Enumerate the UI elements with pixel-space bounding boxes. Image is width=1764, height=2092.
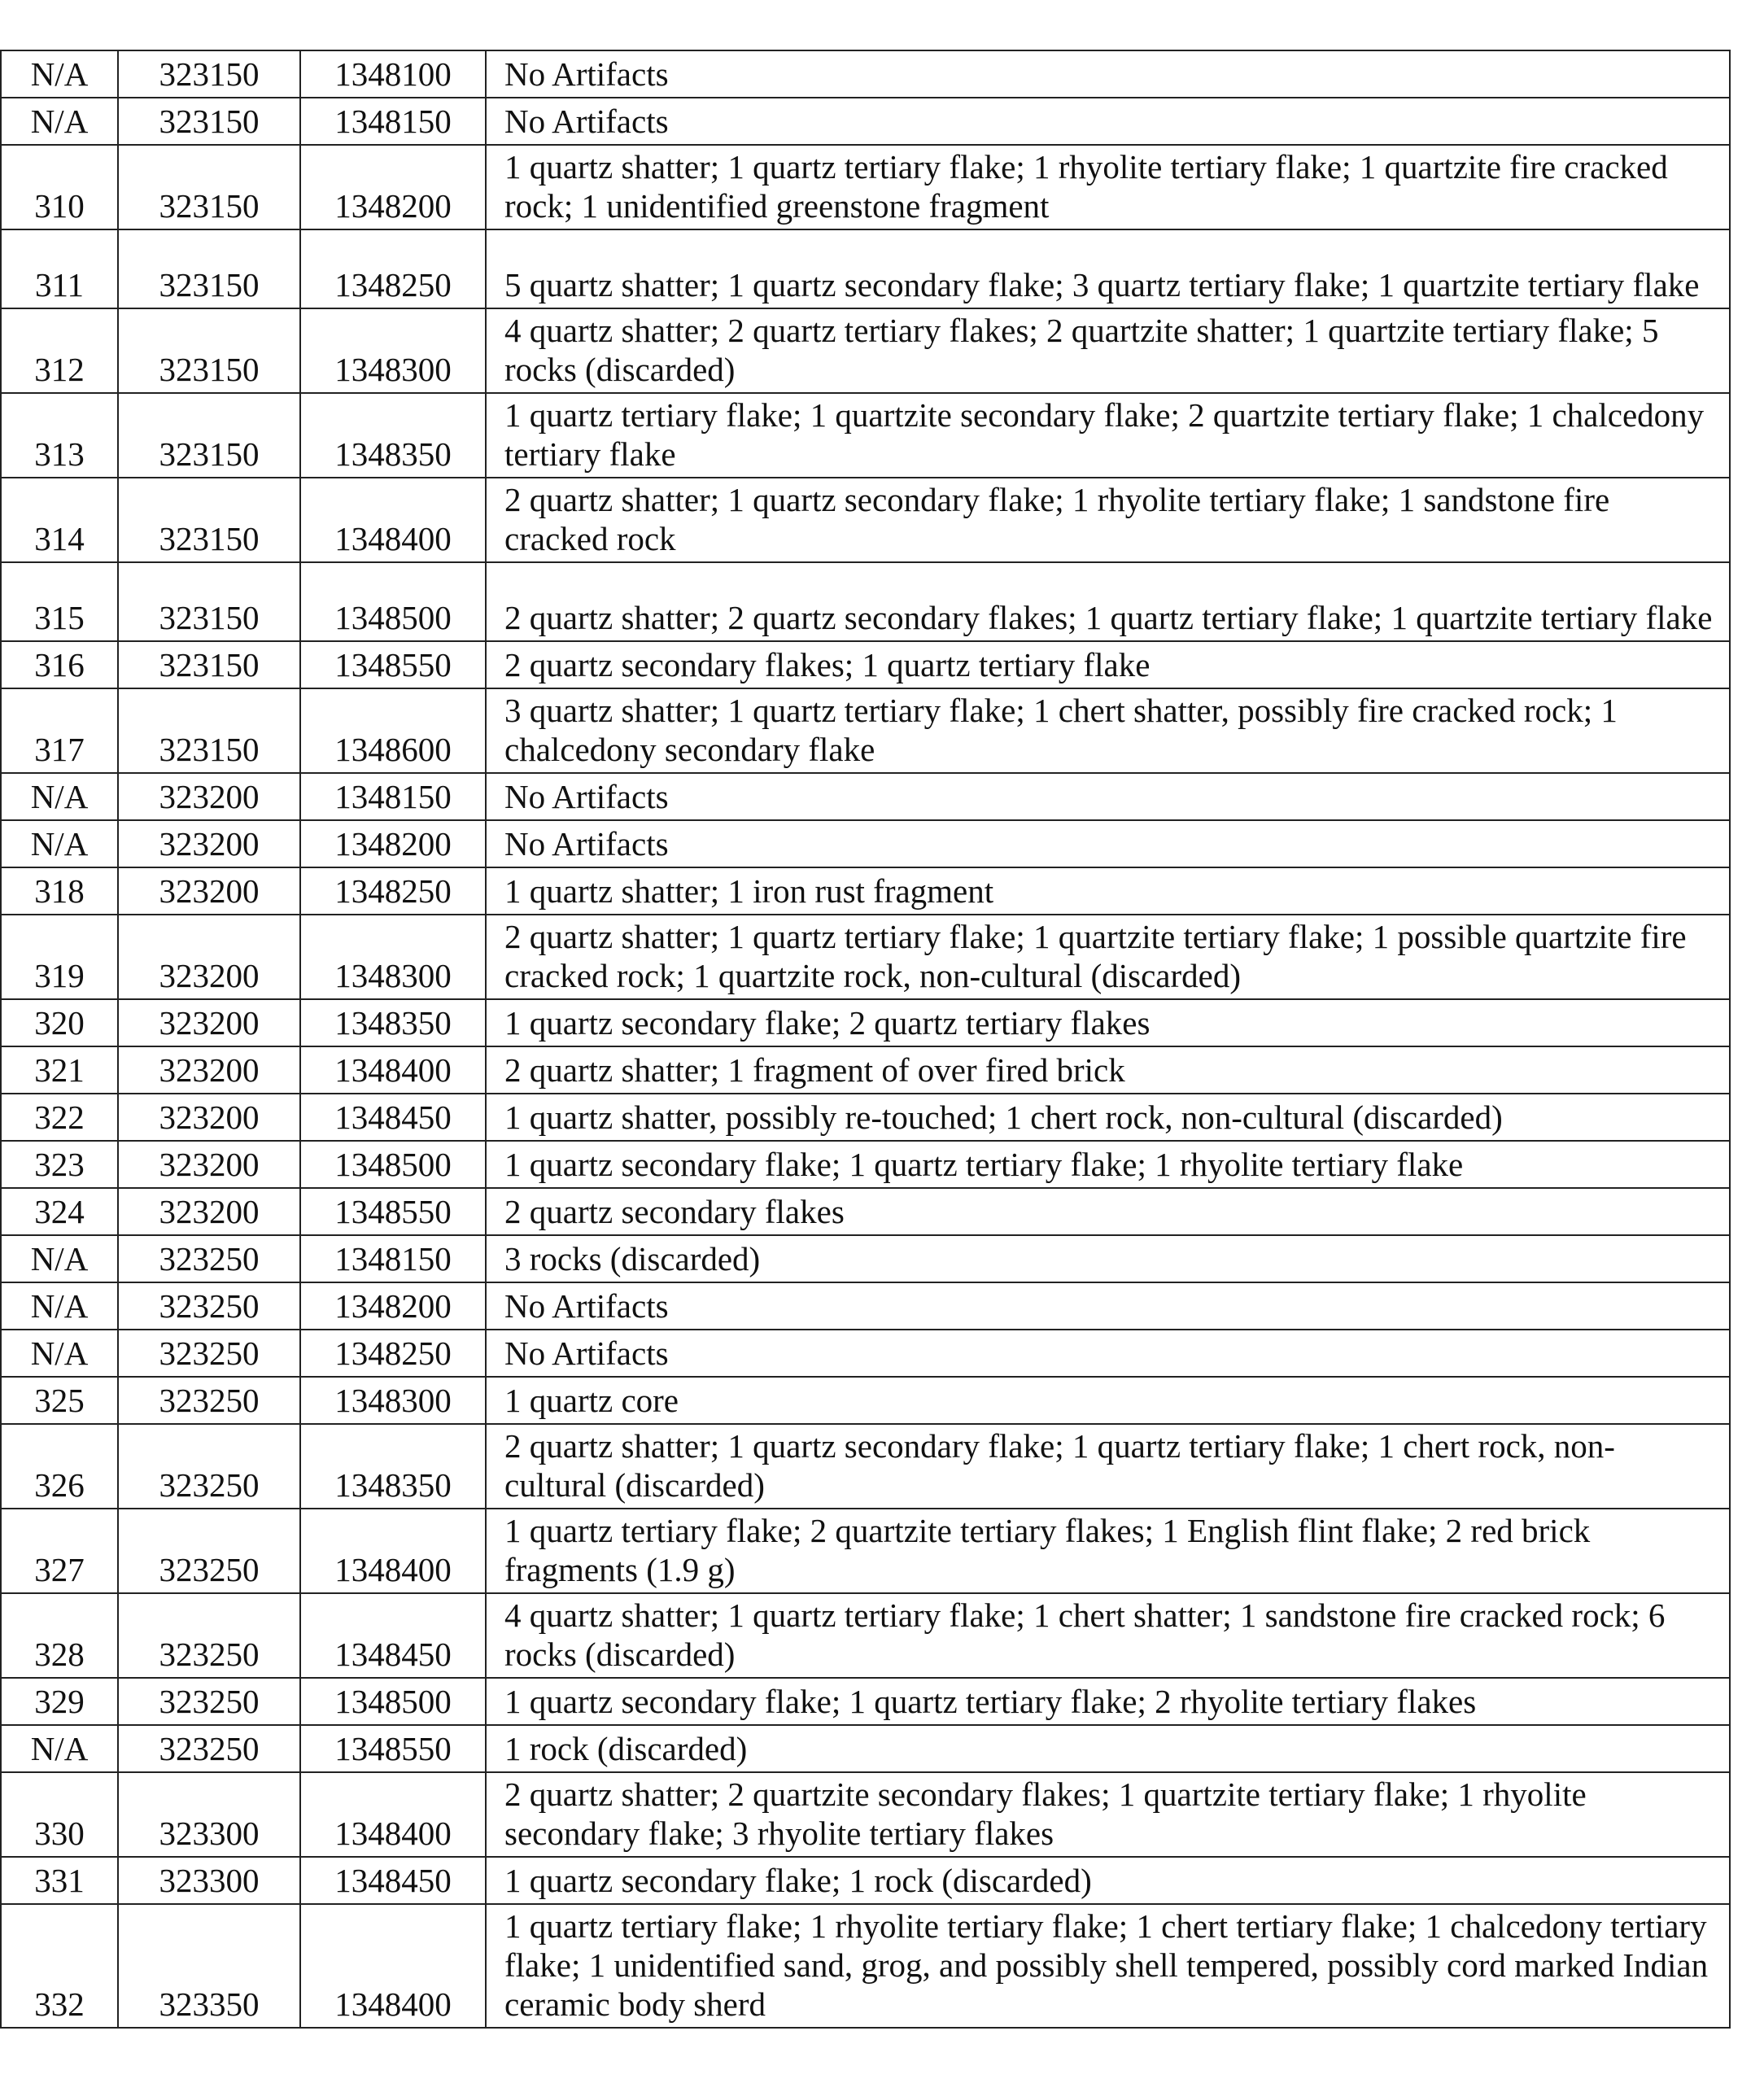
table-row — [1, 562, 1730, 641]
table-row — [1, 1046, 1730, 1094]
northing-cell: 1348350 — [300, 393, 486, 478]
northing-cell: 1348500 — [300, 562, 486, 641]
table-row — [1, 1377, 1730, 1424]
table-row — [1, 867, 1730, 915]
easting-cell: 323200 — [118, 1141, 300, 1188]
table-row — [1, 145, 1730, 229]
artifact-id-cell: 312 — [1, 308, 118, 393]
northing-cell: 1348400 — [300, 1772, 486, 1857]
artifact-id-cell: 332 — [1, 1904, 118, 2028]
artifact-id-cell: 323 — [1, 1141, 118, 1188]
northing-cell: 1348400 — [300, 1509, 486, 1593]
northing-cell: 1348500 — [300, 1141, 486, 1188]
easting-cell: 323200 — [118, 999, 300, 1046]
easting-cell: 323300 — [118, 1857, 300, 1904]
description-cell: 2 quartz secondary flakes — [486, 1188, 1730, 1235]
artifact-id-cell: 326 — [1, 1424, 118, 1509]
table-row — [1, 1141, 1730, 1188]
description-cell: 1 quartz secondary flake; 1 quartz tertiary flake; 2 rhyolite tertiary flakes — [486, 1678, 1730, 1725]
table-row — [1, 1235, 1730, 1282]
document-page — [0, 50, 1764, 2029]
table-row — [1, 915, 1730, 999]
artifact-id-cell: 311 — [1, 229, 118, 308]
easting-cell: 323200 — [118, 867, 300, 915]
artifact-id-cell: 314 — [1, 478, 118, 562]
artifact-id-cell: 321 — [1, 1046, 118, 1094]
description-cell: 3 rocks (discarded) — [486, 1235, 1730, 1282]
artifact-id-cell: 318 — [1, 867, 118, 915]
easting-cell: 323250 — [118, 1330, 300, 1377]
artifact-id-cell: 327 — [1, 1509, 118, 1593]
description-cell: No Artifacts — [486, 50, 1730, 98]
table-row — [1, 999, 1730, 1046]
description-cell: 5 quartz shatter; 1 quartz secondary flake; 3 quartz tertiary flake; 1 quartzite tertiary flake — [486, 229, 1730, 308]
northing-cell: 1348450 — [300, 1094, 486, 1141]
northing-cell: 1348450 — [300, 1857, 486, 1904]
artifact-table — [0, 50, 1731, 2029]
description-cell: No Artifacts — [486, 1282, 1730, 1330]
artifact-id-cell: N/A — [1, 1725, 118, 1772]
northing-cell: 1348400 — [300, 478, 486, 562]
easting-cell: 323250 — [118, 1424, 300, 1509]
table-row — [1, 1282, 1730, 1330]
artifact-id-cell: 330 — [1, 1772, 118, 1857]
description-cell: No Artifacts — [486, 98, 1730, 145]
description-cell: 4 quartz shatter; 1 quartz tertiary flake; 1 chert shatter; 1 sandstone fire cracked rock; 6 rocks (discarded) — [486, 1593, 1730, 1678]
northing-cell: 1348450 — [300, 1593, 486, 1678]
description-cell: No Artifacts — [486, 773, 1730, 820]
artifact-id-cell: 329 — [1, 1678, 118, 1725]
northing-cell: 1348100 — [300, 50, 486, 98]
table-row — [1, 1330, 1730, 1377]
table-row — [1, 229, 1730, 308]
easting-cell: 323150 — [118, 641, 300, 688]
easting-cell: 323150 — [118, 308, 300, 393]
table-row — [1, 641, 1730, 688]
easting-cell: 323150 — [118, 688, 300, 773]
artifact-id-cell: N/A — [1, 820, 118, 867]
easting-cell: 323200 — [118, 915, 300, 999]
easting-cell: 323300 — [118, 1772, 300, 1857]
description-cell: 1 quartz core — [486, 1377, 1730, 1424]
easting-cell: 323200 — [118, 1046, 300, 1094]
northing-cell: 1348550 — [300, 641, 486, 688]
description-cell: 1 quartz secondary flake; 1 quartz tertiary flake; 1 rhyolite tertiary flake — [486, 1141, 1730, 1188]
artifact-id-cell: N/A — [1, 773, 118, 820]
table-row — [1, 1424, 1730, 1509]
description-cell: 2 quartz shatter; 1 quartz secondary flake; 1 rhyolite tertiary flake; 1 sandstone fire cracked rock — [486, 478, 1730, 562]
description-cell: 1 quartz shatter; 1 quartz tertiary flake; 1 rhyolite tertiary flake; 1 quartzite fire cracked rock; 1 unidentified greenstone fragment — [486, 145, 1730, 229]
description-cell: 2 quartz shatter; 1 fragment of over fired brick — [486, 1046, 1730, 1094]
artifact-id-cell: N/A — [1, 1282, 118, 1330]
table-row — [1, 1678, 1730, 1725]
table-row — [1, 820, 1730, 867]
easting-cell: 323200 — [118, 820, 300, 867]
artifact-id-cell: 325 — [1, 1377, 118, 1424]
easting-cell: 323150 — [118, 229, 300, 308]
table-row — [1, 1509, 1730, 1593]
easting-cell: 323150 — [118, 393, 300, 478]
easting-cell: 323250 — [118, 1678, 300, 1725]
artifact-id-cell: 320 — [1, 999, 118, 1046]
easting-cell: 323250 — [118, 1377, 300, 1424]
table-row — [1, 1857, 1730, 1904]
artifact-id-cell: N/A — [1, 1235, 118, 1282]
artifact-id-cell: 316 — [1, 641, 118, 688]
description-cell: 1 quartz secondary flake; 1 rock (discarded) — [486, 1857, 1730, 1904]
artifact-id-cell: 322 — [1, 1094, 118, 1141]
northing-cell: 1348350 — [300, 999, 486, 1046]
northing-cell: 1348400 — [300, 1904, 486, 2028]
easting-cell: 323150 — [118, 98, 300, 145]
description-cell: 1 quartz secondary flake; 2 quartz tertiary flakes — [486, 999, 1730, 1046]
table-row — [1, 1904, 1730, 2028]
northing-cell: 1348200 — [300, 820, 486, 867]
table-row — [1, 773, 1730, 820]
easting-cell: 323250 — [118, 1725, 300, 1772]
description-cell: 1 quartz tertiary flake; 1 rhyolite tertiary flake; 1 chert tertiary flake; 1 chalcedony tertiary flake; 1 unidentified sand, grog, and possibly shell tempered, possibly cord marked Indian ceramic body sherd — [486, 1904, 1730, 2028]
northing-cell: 1348600 — [300, 688, 486, 773]
table-row — [1, 1725, 1730, 1772]
northing-cell: 1348200 — [300, 1282, 486, 1330]
easting-cell: 323250 — [118, 1593, 300, 1678]
artifact-id-cell: 331 — [1, 1857, 118, 1904]
description-cell: 2 quartz shatter; 1 quartz secondary flake; 1 quartz tertiary flake; 1 chert rock, non-cultural (discarded) — [486, 1424, 1730, 1509]
artifact-id-cell: 324 — [1, 1188, 118, 1235]
table-row — [1, 1772, 1730, 1857]
northing-cell: 1348400 — [300, 1046, 486, 1094]
easting-cell: 323350 — [118, 1904, 300, 2028]
description-cell: 2 quartz shatter; 2 quartz secondary flakes; 1 quartz tertiary flake; 1 quartzite tertiary flake — [486, 562, 1730, 641]
table-row — [1, 1188, 1730, 1235]
easting-cell: 323250 — [118, 1235, 300, 1282]
artifact-id-cell: N/A — [1, 50, 118, 98]
easting-cell: 323150 — [118, 478, 300, 562]
description-cell: 1 quartz shatter, possibly re-touched; 1 chert rock, non-cultural (discarded) — [486, 1094, 1730, 1141]
description-cell: 1 quartz tertiary flake; 1 quartzite secondary flake; 2 quartzite tertiary flake; 1 chalcedony tertiary flake — [486, 393, 1730, 478]
artifact-id-cell: 313 — [1, 393, 118, 478]
table-row — [1, 50, 1730, 98]
northing-cell: 1348200 — [300, 145, 486, 229]
northing-cell: 1348150 — [300, 773, 486, 820]
table-row — [1, 688, 1730, 773]
description-cell: 4 quartz shatter; 2 quartz tertiary flakes; 2 quartzite shatter; 1 quartzite tertiary flake; 5 rocks (discarded) — [486, 308, 1730, 393]
description-cell: No Artifacts — [486, 820, 1730, 867]
table-row — [1, 1593, 1730, 1678]
northing-cell: 1348150 — [300, 1235, 486, 1282]
description-cell: 1 quartz shatter; 1 iron rust fragment — [486, 867, 1730, 915]
easting-cell: 323150 — [118, 145, 300, 229]
easting-cell: 323150 — [118, 50, 300, 98]
description-cell: 2 quartz shatter; 1 quartz tertiary flake; 1 quartzite tertiary flake; 1 possible quartzite fire cracked rock; 1 quartzite rock, non-cultural (discarded) — [486, 915, 1730, 999]
artifact-id-cell: N/A — [1, 98, 118, 145]
description-cell: 2 quartz secondary flakes; 1 quartz tertiary flake — [486, 641, 1730, 688]
northing-cell: 1348250 — [300, 867, 486, 915]
table-row — [1, 393, 1730, 478]
artifact-table-body — [1, 50, 1730, 2028]
northing-cell: 1348300 — [300, 308, 486, 393]
artifact-id-cell: 315 — [1, 562, 118, 641]
artifact-id-cell: N/A — [1, 1330, 118, 1377]
northing-cell: 1348250 — [300, 1330, 486, 1377]
table-row — [1, 98, 1730, 145]
description-cell: No Artifacts — [486, 1330, 1730, 1377]
northing-cell: 1348250 — [300, 229, 486, 308]
northing-cell: 1348150 — [300, 98, 486, 145]
description-cell: 1 quartz tertiary flake; 2 quartzite tertiary flakes; 1 English flint flake; 2 red brick fragments (1.9 g) — [486, 1509, 1730, 1593]
artifact-id-cell: 317 — [1, 688, 118, 773]
table-row — [1, 1094, 1730, 1141]
table-row — [1, 308, 1730, 393]
description-cell: 1 rock (discarded) — [486, 1725, 1730, 1772]
northing-cell: 1348300 — [300, 915, 486, 999]
easting-cell: 323250 — [118, 1282, 300, 1330]
northing-cell: 1348500 — [300, 1678, 486, 1725]
easting-cell: 323250 — [118, 1509, 300, 1593]
northing-cell: 1348300 — [300, 1377, 486, 1424]
artifact-id-cell: 328 — [1, 1593, 118, 1678]
description-cell: 2 quartz shatter; 2 quartzite secondary flakes; 1 quartzite tertiary flake; 1 rhyolite secondary flake; 3 rhyolite tertiary flakes — [486, 1772, 1730, 1857]
northing-cell: 1348350 — [300, 1424, 486, 1509]
artifact-id-cell: 319 — [1, 915, 118, 999]
easting-cell: 323200 — [118, 773, 300, 820]
easting-cell: 323200 — [118, 1094, 300, 1141]
easting-cell: 323150 — [118, 562, 300, 641]
artifact-id-cell: 310 — [1, 145, 118, 229]
description-cell: 3 quartz shatter; 1 quartz tertiary flake; 1 chert shatter, possibly fire cracked rock; 1 chalcedony secondary flake — [486, 688, 1730, 773]
easting-cell: 323200 — [118, 1188, 300, 1235]
northing-cell: 1348550 — [300, 1188, 486, 1235]
northing-cell: 1348550 — [300, 1725, 486, 1772]
table-row — [1, 478, 1730, 562]
